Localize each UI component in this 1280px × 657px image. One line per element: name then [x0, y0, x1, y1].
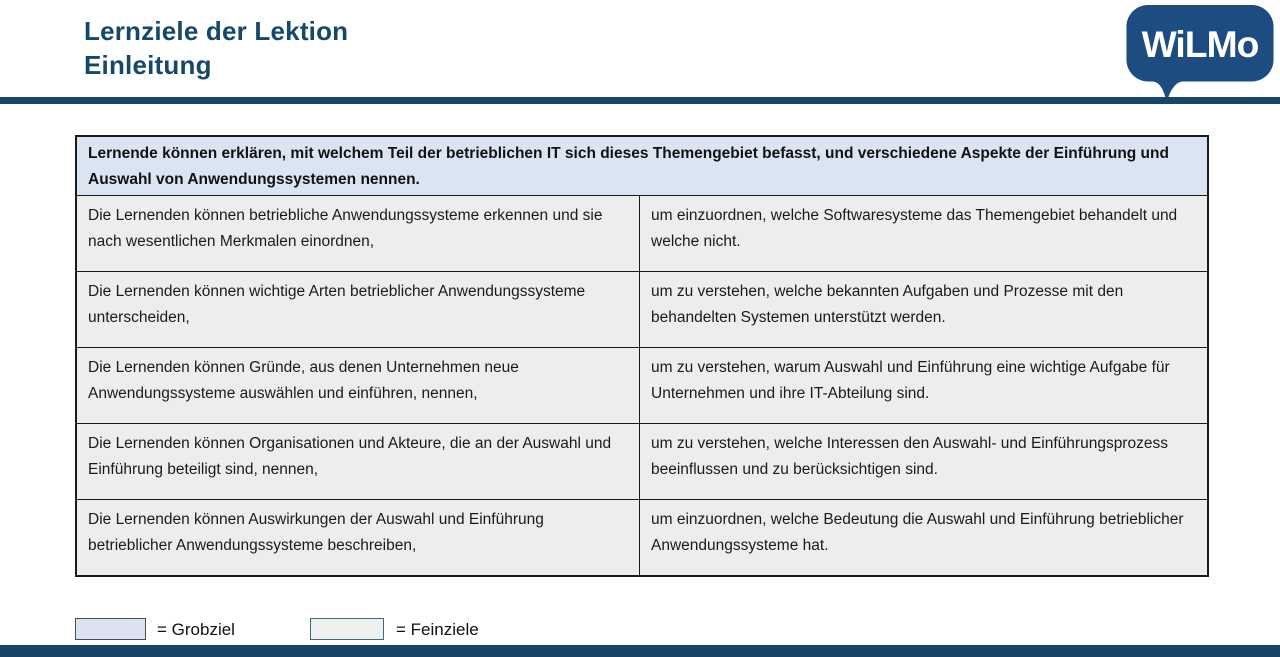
- grobziel-label: = Grobziel: [157, 620, 235, 639]
- table-row-5-goal: Die Lernenden können Auswirkungen der Auswahl und Einführung betrieblicher Anwendungssysteme beschreiben,: [77, 499, 640, 575]
- table-row-4-purpose: um zu verstehen, welche Interessen den Auswahl- und Einführungsprozess beeinflussen und zu berücksichtigen sind.: [640, 423, 1207, 499]
- page-title-line2: Einleitung: [84, 50, 212, 80]
- table-row-2-goal: Die Lernenden können wichtige Arten betrieblicher Anwendungssysteme unterscheiden,: [77, 271, 640, 347]
- grobziel-color-swatch: [75, 618, 146, 640]
- feinziele-color-swatch: [310, 618, 384, 640]
- speech-bubble-icon: [1126, 5, 1274, 105]
- table-row-3-purpose: um zu verstehen, warum Auswahl und Einführung eine wichtige Aufgabe für Unternehmen und ihre IT-Abteilung sind.: [640, 347, 1207, 423]
- feinziele-label: = Feinziele: [396, 620, 479, 639]
- table-row-1-goal: Die Lernenden können betriebliche Anwendungssysteme erkennen und sie nach wesentlichen Merkmalen einordnen,: [77, 195, 640, 271]
- table-row-4-goal: Die Lernenden können Organisationen und Akteure, die an der Auswahl und Einführung beteiligt sind, nennen,: [77, 423, 640, 499]
- table-row-1-purpose: um einzuordnen, welche Softwaresysteme das Themengebiet behandelt und welche nicht.: [640, 195, 1207, 271]
- wilmo-logo: [1126, 5, 1274, 105]
- legend: [75, 616, 675, 644]
- header-divider-bar: [0, 97, 1280, 104]
- table-row-2-purpose: um zu verstehen, welche bekannten Aufgaben und Prozesse mit den behandelten Systemen unterstützt werden.: [640, 271, 1207, 347]
- table-row-5-purpose: um einzuordnen, welche Bedeutung die Auswahl und Einführung betrieblicher Anwendungssysteme hat.: [640, 499, 1207, 575]
- logo-text: WiLMo: [1141, 22, 1259, 65]
- page-title-line1: Lernziele der Lektion: [84, 16, 349, 46]
- table-header-cell: Lernende können erklären, mit welchem Teil der betrieblichen IT sich dieses Themengebiet befasst, und verschiedene Aspekte der Einführung und Auswahl von Anwendungssystemen nennen.: [77, 137, 1207, 195]
- learning-objectives-table: [75, 135, 1209, 577]
- footer-bar: [0, 645, 1280, 657]
- table-row-3-goal: Die Lernenden können Gründe, aus denen Unternehmen neue Anwendungssysteme auswählen und einführen, nennen,: [77, 347, 640, 423]
- page-title: [84, 14, 348, 82]
